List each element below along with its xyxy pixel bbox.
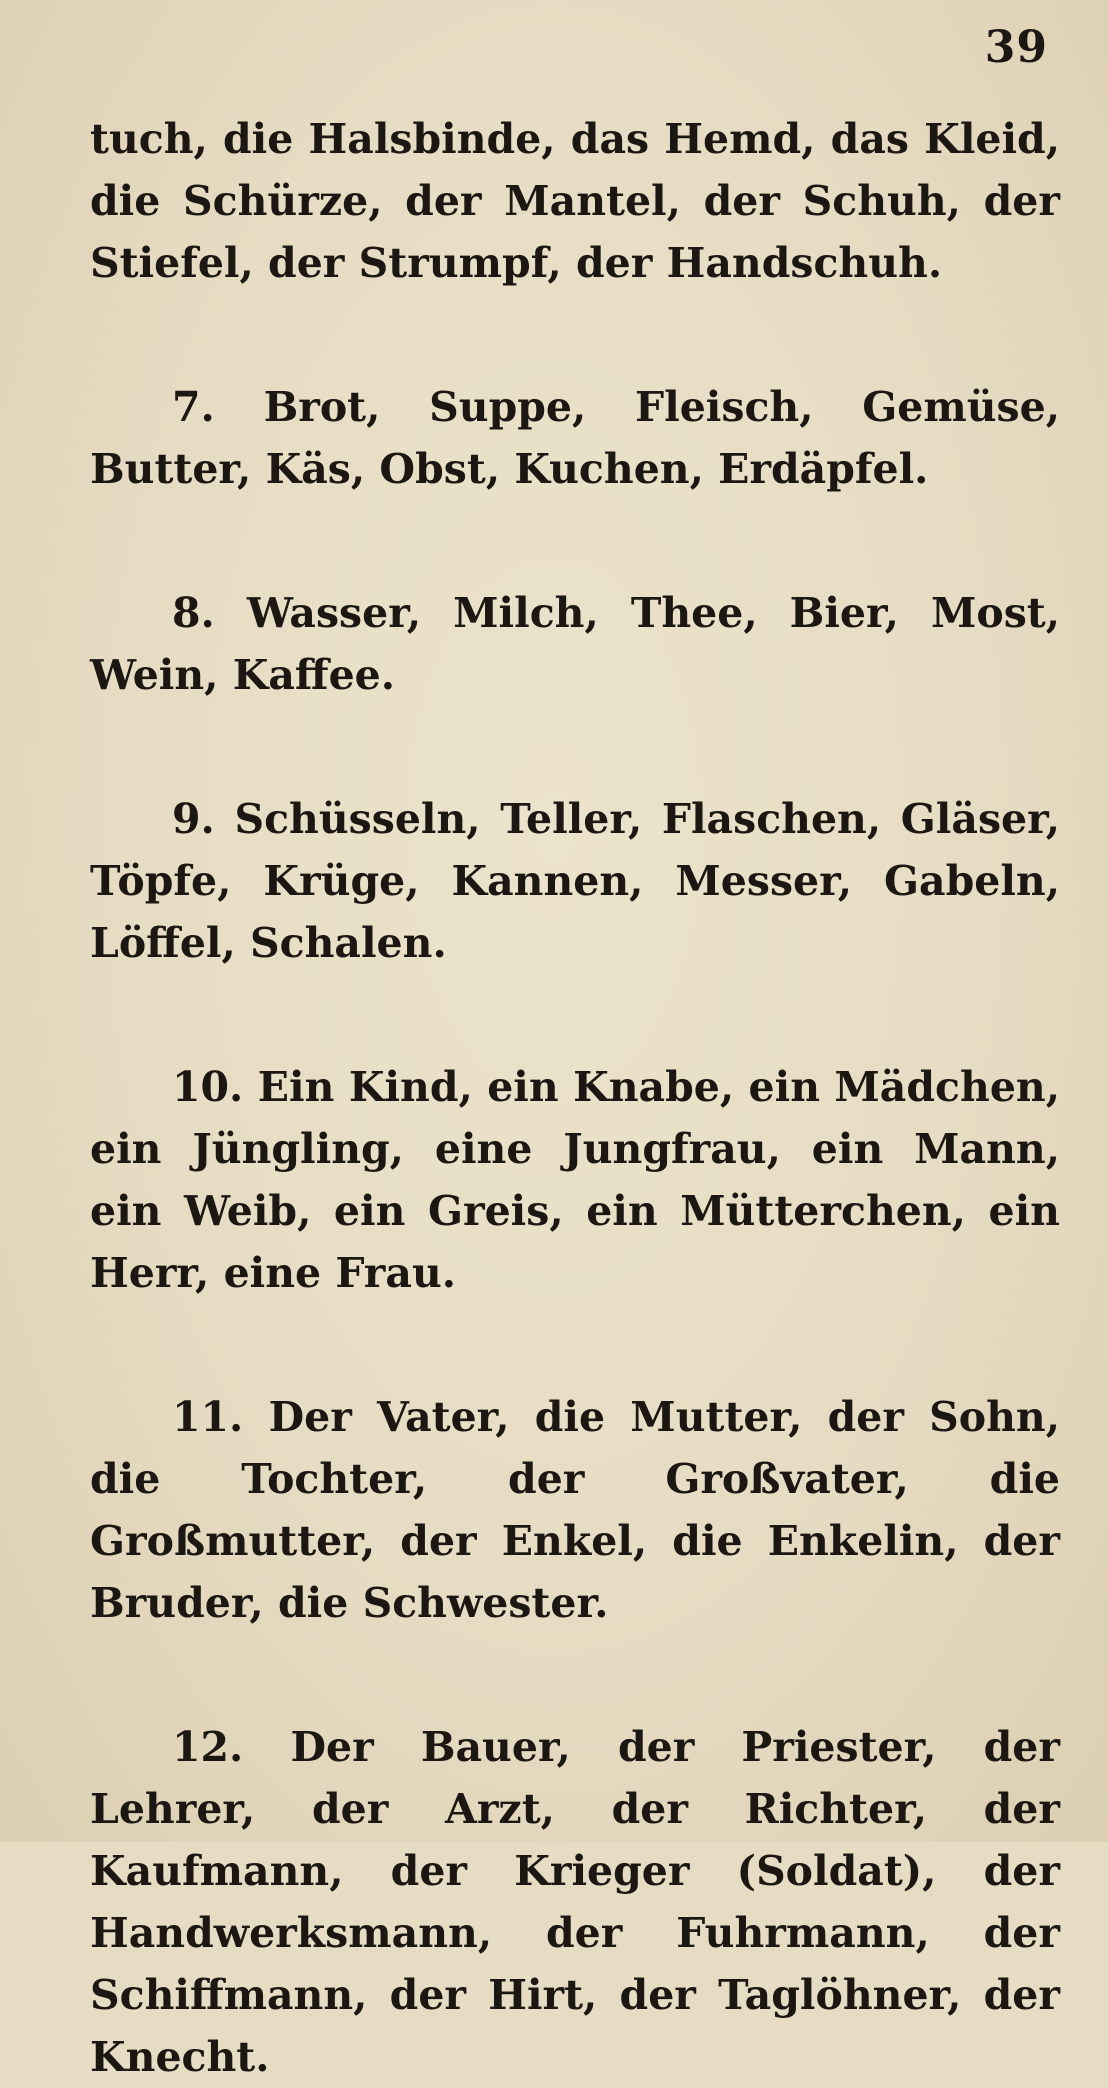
paragraph-text: Der Vater, die Mutter, der Sohn, die Tochter, der Großvater, die Großmutter, der Enkel, die Enkelin, der Bruder, die Schwester. [90,1393,1060,1627]
paragraph-text: tuch, die Halsbinde, das Hemd, das Kleid, die Schürze, der Mantel, der Schuh, der Stiefel, der Strumpf, der Handschuh. [90,115,1060,287]
paragraph-11 [90,1386,1060,1634]
paragraph-8 [90,582,1060,706]
paragraph-10 [90,1056,1060,1304]
paragraph-7 [90,376,1060,500]
paragraph-number: 7. [172,383,215,431]
paragraph-text: Brot, Suppe, Fleisch, Gemüse, Butter, Käs, Obst, Kuchen, Erdäpfel. [90,383,1060,493]
paragraph-text: Schüsseln, Teller, Flaschen, Gläser, Töpfe, Krüge, Kannen, Messer, Gabeln, Löffel, Schalen. [90,795,1060,967]
paragraph-9 [90,788,1060,974]
paragraph-text: Ein Kind, ein Knabe, ein Mädchen, ein Jüngling, eine Jungfrau, ein Mann, ein Weib, ein Greis, ein Mütterchen, ein Herr, eine Frau. [90,1063,1060,1297]
paragraph-12 [90,1716,1060,2088]
paragraph-number: 9. [172,795,215,843]
page-number: 39 [984,22,1048,73]
paragraph-number: 8. [172,589,215,637]
text-block [90,108,1060,2088]
paragraph-continued [90,108,1060,294]
paragraph-number: 11. [172,1393,244,1441]
paragraph-text: Der Bauer, der Priester, der Lehrer, der Arzt, der Richter, der Kaufmann, der Krieger (Soldat), der Handwerksmann, der Fuhrmann, der Schiffmann, der Hirt, der Taglöhner, der Knecht. [90,1723,1060,2081]
paragraph-number: 10. [172,1063,244,1111]
paragraph-number: 12. [172,1723,244,1771]
paragraph-text: Wasser, Milch, Thee, Bier, Most, Wein, Kaffee. [90,589,1060,699]
